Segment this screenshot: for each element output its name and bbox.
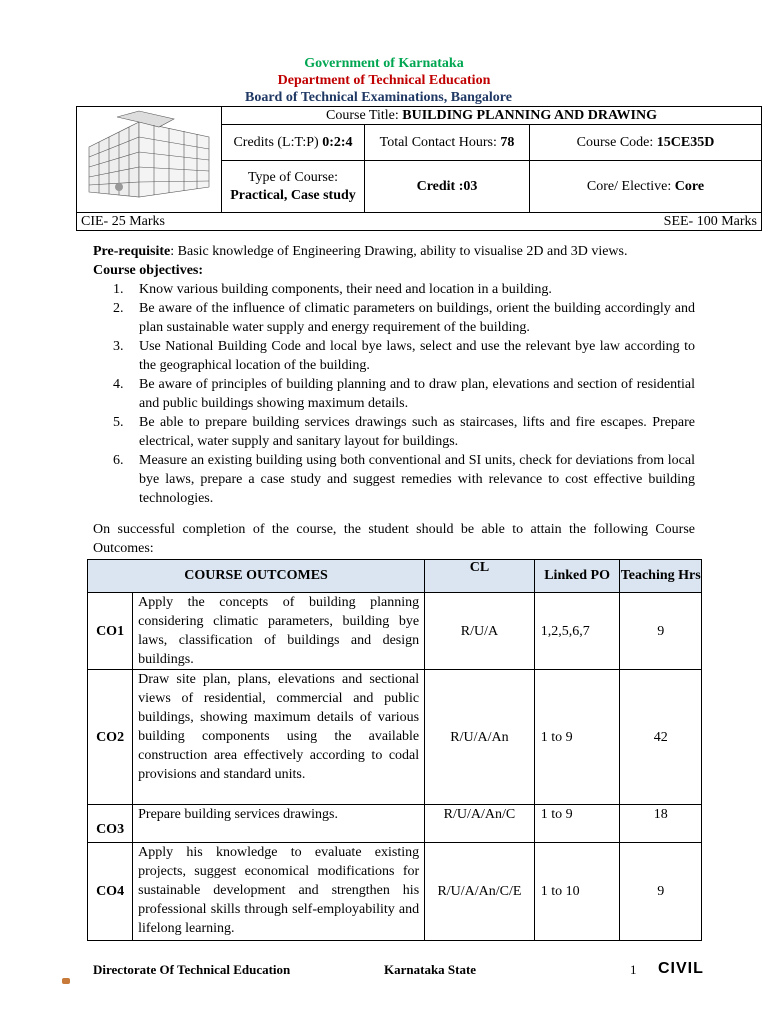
item-number: 1. bbox=[113, 282, 124, 297]
hrs-header: Teaching Hrs bbox=[620, 560, 702, 593]
core-elective-label: Core/ Elective: bbox=[586, 178, 672, 194]
footer-directorate: Directorate Of Technical Education bbox=[93, 962, 291, 977]
table-row bbox=[88, 593, 702, 670]
course-title-label: Course Title: bbox=[326, 108, 399, 124]
credits-cell bbox=[222, 125, 365, 161]
table-row bbox=[88, 805, 702, 843]
item-text: Measure an existing building using both conventional and SI units, check for deviations from local bye laws, prepare a case study and suggest remedies with relevance to cost effective building technologies. bbox=[139, 453, 695, 506]
course-type-cell bbox=[222, 161, 365, 213]
prerequisite-text: : Basic knowledge of Engineering Drawing, ability to visualise 2D and 3D views. bbox=[170, 244, 628, 259]
list-item bbox=[113, 413, 695, 451]
co-linked-po: 1 to 9 bbox=[534, 670, 620, 805]
credit-cell bbox=[365, 161, 530, 213]
co-id: CO3 bbox=[88, 805, 133, 843]
credits-label: Credits (L:T:P) bbox=[233, 134, 319, 150]
po-header: Linked PO bbox=[534, 560, 620, 593]
co-description: Apply the concepts of building planning considering climatic parameters, building bye laws, classification of buildings and design buildings. bbox=[133, 593, 425, 670]
emblem-icon bbox=[62, 978, 70, 984]
co-cl: R/U/A/An bbox=[425, 670, 535, 805]
objectives-heading: Course objectives: bbox=[93, 263, 204, 278]
contact-hours-cell bbox=[365, 125, 530, 161]
course-type-value: Practical, Case study bbox=[230, 187, 356, 203]
co-cl: R/U/A/An/C/E bbox=[425, 843, 535, 941]
course-title: BUILDING PLANNING AND DRAWING bbox=[402, 108, 657, 124]
page-number: 1 bbox=[630, 962, 637, 977]
header-department: Department of Technical Education bbox=[277, 73, 491, 88]
item-number: 4. bbox=[113, 377, 124, 392]
core-elective-cell bbox=[530, 161, 762, 213]
item-text: Be able to prepare building services drawings such as staircases, lifts and fire escapes. Prepare electrical, water supply and sanitary layout for buildings. bbox=[139, 415, 695, 449]
co-id: CO1 bbox=[88, 593, 133, 670]
credit-value: Credit :03 bbox=[416, 178, 478, 194]
co-cl: R/U/A/An/C bbox=[425, 805, 535, 843]
co-linked-po: 1 to 9 bbox=[534, 805, 620, 843]
marks-row bbox=[77, 213, 762, 231]
header-government: Government of Karnataka bbox=[304, 56, 464, 71]
course-code-cell bbox=[530, 125, 762, 161]
list-item bbox=[113, 375, 695, 413]
cie-marks: CIE- 25 Marks bbox=[81, 214, 165, 229]
item-text: Use National Building Code and local bye laws, select and use the relevant bye law according to the geographical location of the building. bbox=[139, 339, 695, 373]
core-elective-value: Core bbox=[674, 178, 705, 194]
co-linked-po: 1 to 10 bbox=[534, 843, 620, 941]
course-info-table bbox=[76, 106, 762, 231]
item-text: Know various building components, their need and location in a building. bbox=[139, 282, 552, 297]
header-board: Board of Technical Examinations, Bangalore bbox=[245, 90, 512, 105]
course-type-label: Type of Course: bbox=[247, 169, 338, 185]
list-item bbox=[113, 451, 695, 508]
list-item bbox=[113, 337, 695, 375]
list-item bbox=[113, 299, 695, 337]
course-code-label: Course Code: bbox=[576, 134, 654, 150]
item-text: Be aware of principles of building planning and to draw plan, elevations and section of residential and public buildings showing maximum details. bbox=[139, 377, 695, 411]
objectives-list bbox=[113, 280, 695, 508]
item-number: 6. bbox=[113, 453, 124, 468]
co-hours: 18 bbox=[620, 805, 702, 843]
table-row bbox=[88, 843, 702, 941]
footer-state: Karnataka State bbox=[384, 962, 477, 977]
see-marks: SEE- 100 Marks bbox=[663, 214, 757, 229]
civil-logo: CIVIL bbox=[658, 960, 704, 977]
co-description: Prepare building services drawings. bbox=[133, 805, 425, 843]
course-outcomes-table bbox=[87, 559, 702, 941]
table-row bbox=[88, 670, 702, 805]
co-description: Apply his knowledge to evaluate existing projects, suggest economical modifications for sustainable development and strengthen his professional skills through self-employability and lifelong learning. bbox=[133, 843, 425, 941]
course-title-cell bbox=[222, 107, 762, 125]
co-cl: R/U/A bbox=[425, 593, 535, 670]
cl-header: CL bbox=[425, 560, 535, 593]
building-illustration bbox=[77, 107, 222, 213]
outcomes-intro: On successful completion of the course, the student should be able to attain the following Course Outcomes: bbox=[93, 522, 695, 556]
item-number: 3. bbox=[113, 339, 124, 354]
co-description: Draw site plan, plans, elevations and sectional views of residential, commercial and public buildings, showing maximum details of various building components using the available construction area effectively according to codal provisions and standard units. bbox=[133, 670, 425, 805]
contact-hours-value: 78 bbox=[500, 134, 515, 150]
co-id: CO4 bbox=[88, 843, 133, 941]
item-text: Be aware of the influence of climatic parameters on buildings, orient the building accordingly and plan sustainable water supply and energy requirement of the building. bbox=[139, 301, 695, 335]
item-number: 2. bbox=[113, 301, 124, 316]
outcomes-header: COURSE OUTCOMES bbox=[88, 560, 425, 593]
prerequisite-label: Pre-requisite bbox=[93, 244, 171, 259]
co-hours: 9 bbox=[620, 843, 702, 941]
co-hours: 42 bbox=[620, 670, 702, 805]
co-linked-po: 1,2,5,6,7 bbox=[534, 593, 620, 670]
item-number: 5. bbox=[113, 415, 124, 430]
co-hours: 9 bbox=[620, 593, 702, 670]
contact-hours-label: Total Contact Hours: bbox=[379, 134, 497, 150]
prerequisite bbox=[93, 242, 695, 261]
credits-value: 0:2:4 bbox=[322, 134, 353, 150]
course-code-value: 15CE35D bbox=[656, 134, 715, 150]
co-id: CO2 bbox=[88, 670, 133, 805]
list-item bbox=[113, 280, 695, 299]
building-icon bbox=[79, 107, 219, 207]
